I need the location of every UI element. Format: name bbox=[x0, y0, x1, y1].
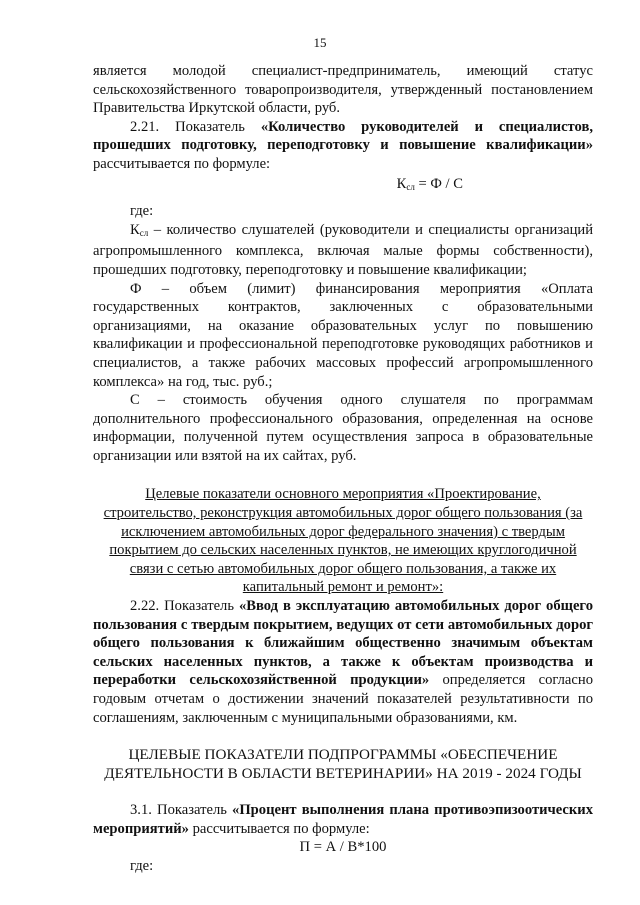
definition-ksl-text: – количество слушателей (руководители и специалисты организаций агропромышленного комплекса, включая малые формы собственности), прошедших подготовку, переподготовку и повышение квалификации; bbox=[93, 221, 593, 278]
item-3-1-title: «Процент выполнения плана противоэпизоотических мероприятий» bbox=[93, 802, 593, 837]
item-2-22-title: «Ввод в эксплуатацию автомобильных дорог общего пользования с твердым покрытием, ведущих от сети автомобильных дорог общего пользования к ближайшим общественно значимым объектам сельских населенных пунктов, а также к объектам производства и переработки сельскохозяйственной продукции» bbox=[93, 598, 593, 689]
item-2-22 bbox=[93, 597, 593, 727]
definition-ksl-symbol: К bbox=[130, 221, 140, 238]
item-3-1-prefix: 3.1. Показатель bbox=[130, 802, 233, 819]
item-3-1-suffix: рассчитывается по формуле: bbox=[188, 820, 370, 837]
formula-ksl-lhs: К bbox=[396, 175, 407, 192]
paragraph-intro: является молодой специалист-предприниматель, имеющий статус сельскохозяйственного товаропроизводителя, утвержденный постановлением Правительства Иркутской области, руб. bbox=[93, 63, 593, 117]
document-body bbox=[93, 62, 593, 876]
item-2-21-prefix: 2.21. Показатель bbox=[130, 118, 261, 135]
item-2-22-suffix: определяется согласно годовым отчетам о достижении значений показателей результативности по соглашениям, заключенным с муниципальными образованиями, км. bbox=[93, 672, 593, 726]
item-3-1 bbox=[93, 801, 593, 838]
where-label-1: где: bbox=[130, 203, 154, 220]
heading-road-indicators: Целевые показатели основного мероприятия «Проектирование, строительство, реконструкция автомобильных дорог общего пользования (за исключением автомобильных дорог федерального значения) с твердым покрытием до сельских населенных пунктов, не имеющих круглогодичной связи с сетью автомобильных дорог общего пользования, а также их капитальный ремонт и ремонт»: bbox=[103, 486, 583, 596]
heading-veterinary-subprogram: ЦЕЛЕВЫЕ ПОКАЗАТЕЛИ ПОДПРОГРАММЫ «ОБЕСПЕЧЕНИЕ ДЕЯТЕЛЬНОСТИ В ОБЛАСТИ ВЕТЕРИНАРИИ» НА 2019 - 2024 ГОДЫ bbox=[104, 746, 582, 783]
definition-f: Ф – объем (лимит) финансирования мероприятия «Оплата государственных контрактов, заключенных с образовательными организациями, на оказание образовательных услуг по повышению квалификации и профессиональной переподготовке руководящих работников и специалистов, а также рабочих массовых профессий агропромышленного комплекса» на год, тыс. руб.; bbox=[93, 280, 593, 390]
definition-ksl-sub: сл bbox=[139, 227, 149, 238]
formula-p: П = А / В*100 bbox=[299, 839, 387, 856]
item-2-21-suffix: рассчитывается по формуле: bbox=[93, 155, 271, 172]
where-label-2: где: bbox=[130, 857, 154, 874]
item-2-21-title: «Количество руководителей и специалистов, прошедших подготовку, переподготовку и повышение квалификации» bbox=[93, 118, 593, 154]
definition-ksl bbox=[93, 221, 593, 280]
formula-ksl-rhs: = Ф / С bbox=[414, 175, 463, 192]
definition-c: С – стоимость обучения одного слушателя по программам дополнительного профессионального образования, определенная на основе информации, полученной путем осуществления запроса в образовательные организации или взятой на их сайтах, руб. bbox=[93, 392, 593, 464]
formula-ksl-sub: сл bbox=[406, 181, 415, 192]
formula-ksl bbox=[93, 175, 593, 197]
page-number: 15 bbox=[313, 35, 327, 50]
item-2-21 bbox=[93, 118, 593, 174]
item-2-22-prefix: 2.22. Показатель bbox=[130, 598, 239, 615]
